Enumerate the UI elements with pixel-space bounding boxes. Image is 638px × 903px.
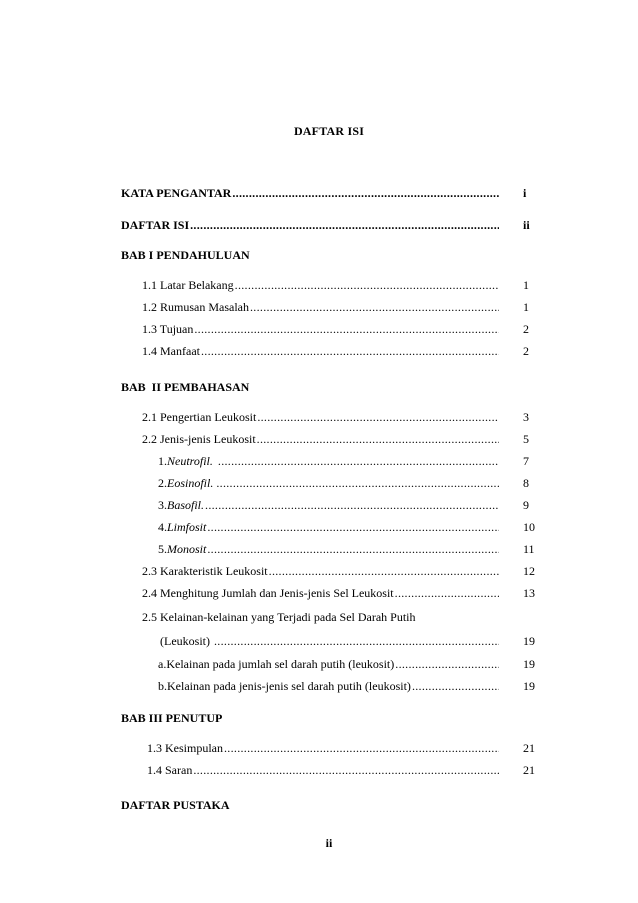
toc-entry-label: Kelainan pada jumlah sel darah putih (leukosit) [166, 657, 395, 671]
toc-entry-label: 2.2 Jenis-jenis Leukosit [142, 432, 256, 446]
toc-entry-basofil [158, 497, 499, 513]
chapter-heading-bab-1: BAB I PENDAHULUAN [121, 248, 250, 262]
toc-entry-kata-pengantar [121, 185, 499, 201]
toc-page-number: 10 [523, 520, 535, 534]
dot-leader [269, 563, 499, 579]
toc-page-number: 19 [523, 679, 535, 693]
toc-entry-1-3 [142, 321, 499, 337]
page-title: DAFTAR ISI [293, 124, 365, 138]
toc-entry-monosit [158, 541, 499, 557]
toc-entry-2-5-line2 [160, 633, 499, 649]
toc-entry-2-2 [142, 431, 499, 447]
dot-leader [205, 497, 499, 513]
toc-entry-daftar-isi [121, 217, 499, 233]
toc-entry-2-5-b [158, 678, 499, 694]
toc-page-number: 19 [523, 657, 535, 671]
toc-entry-2-3 [142, 563, 499, 579]
list-number: a. [158, 657, 167, 671]
toc-entry-label: Limfosit [167, 520, 207, 534]
dot-leader [207, 519, 499, 535]
toc-entry-1-1 [142, 277, 499, 293]
toc-page-number: 21 [523, 741, 535, 755]
list-number: b. [158, 679, 167, 693]
toc-page-number: 1 [523, 278, 529, 292]
toc-page-number: 13 [523, 586, 535, 600]
toc-entry-label: 1.3 Kesimpulan [147, 741, 223, 755]
toc-entry-label: 1.4 Manfaat [142, 344, 200, 358]
toc-entry-2-1 [142, 409, 499, 425]
list-number: 5. [158, 542, 167, 556]
toc-entry-label: Eosinofil. [167, 476, 214, 490]
toc-entry-neutrofil [158, 453, 499, 469]
toc-entry-label: 2.1 Pengertian Leukosit [142, 410, 257, 424]
toc-entry-eosinofil [158, 475, 499, 491]
list-number: 2. [158, 476, 167, 490]
toc-entry-saran [147, 762, 499, 778]
list-number: 3. [158, 498, 167, 512]
toc-page-number: 1 [523, 300, 529, 314]
dot-leader [193, 762, 499, 778]
dot-leader [250, 299, 499, 315]
toc-entry-1-4 [142, 343, 499, 359]
toc-entry-label: 1.2 Rumusan Masalah [142, 300, 249, 314]
dot-leader [395, 656, 499, 672]
toc-page-number: 12 [523, 564, 535, 578]
toc-entry-label: 1.4 Saran [147, 763, 193, 777]
toc-page-number: 3 [523, 410, 529, 424]
dot-leader [194, 321, 499, 337]
chapter-heading-daftar-pustaka: DAFTAR PUSTAKA [121, 798, 230, 812]
toc-entry-label: 2.4 Menghitung Jumlah dan Jenis-jenis Sel Leukosit [142, 586, 394, 600]
dot-leader [201, 343, 499, 359]
toc-page-number: 7 [523, 454, 529, 468]
dot-leader [232, 185, 499, 201]
toc-entry-label: Kelainan pada jenis-jenis sel darah putih (leukosit) [167, 679, 411, 693]
toc-entry-label: DAFTAR ISI [121, 218, 190, 232]
toc-page-number: 11 [523, 542, 535, 556]
dot-leader [224, 740, 499, 756]
chapter-heading-bab-3: BAB III PENUTUP [121, 711, 223, 725]
toc-page-number: 2 [523, 322, 529, 336]
toc-entry-2-5-a [158, 656, 499, 672]
toc-page-number: 2 [523, 344, 529, 358]
toc-entry-label: (Leukosit) [160, 634, 210, 648]
dot-leader [214, 475, 499, 491]
toc-entry-limfosit [158, 519, 499, 535]
toc-page-number: 19 [523, 634, 535, 648]
toc-page-number: 8 [523, 476, 529, 490]
dot-leader [395, 585, 499, 601]
toc-entry-label: KATA PENGANTAR [121, 186, 232, 200]
dot-leader [257, 409, 499, 425]
dot-leader [207, 541, 499, 557]
dot-leader [412, 678, 499, 694]
toc-entry-2-4 [142, 585, 499, 601]
toc-entry-label: Neutrofil. [167, 454, 213, 468]
toc-entry-label: 1.3 Tujuan [142, 322, 194, 336]
dot-leader [257, 431, 499, 447]
toc-entry-label: 2.3 Karakteristik Leukosit [142, 564, 268, 578]
toc-page-number: i [523, 186, 527, 200]
toc-entry-label: 1.1 Latar Belakang [142, 278, 234, 292]
toc-entry-kesimpulan [147, 740, 499, 756]
toc-entry-label: Monosit [167, 542, 207, 556]
dot-leader [214, 453, 499, 469]
toc-entry-label: Basofil. [167, 498, 205, 512]
dot-leader [190, 217, 499, 233]
toc-page-number: 5 [523, 432, 529, 446]
toc-page-number: 21 [523, 763, 535, 777]
toc-page-number: ii [523, 218, 530, 232]
toc-entry-2-5-line1: 2.5 Kelainan-kelainan yang Terjadi pada Sel Darah Putih [142, 610, 416, 624]
list-number: 1. [158, 454, 167, 468]
dot-leader [211, 633, 499, 649]
toc-page-number: 9 [523, 498, 529, 512]
chapter-heading-bab-2: BAB II PEMBAHASAN [121, 380, 250, 394]
list-number: 4. [158, 520, 167, 534]
page-number-footer: ii [325, 836, 333, 850]
dot-leader [235, 277, 499, 293]
toc-entry-1-2 [142, 299, 499, 315]
